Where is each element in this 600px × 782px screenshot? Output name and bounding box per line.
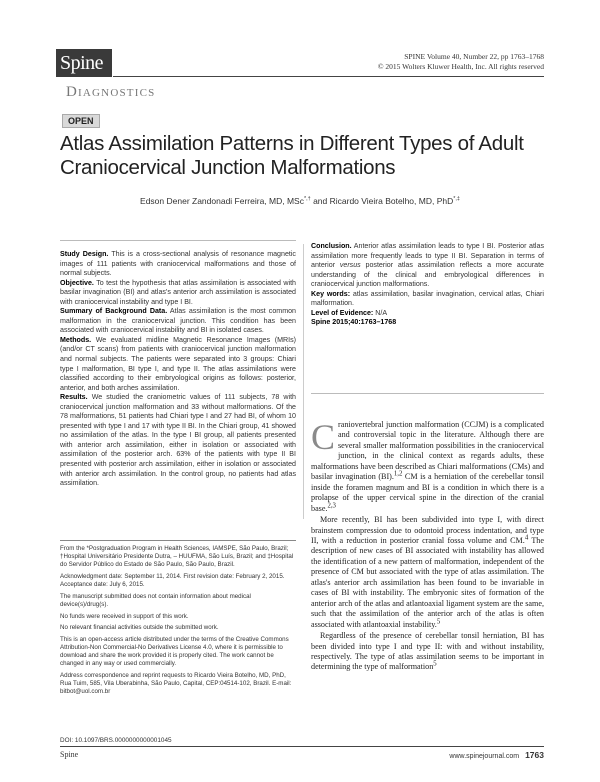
- journal-volume-line: SPINE Volume 40, Number 22, pp 1763–1768: [404, 52, 544, 61]
- footnote-financial: No relevant financial activities outside the submitted work.: [60, 624, 219, 632]
- abstract-summary: Summary of Background Data. Atlas assimilation is the most common malformation in the craniocervical junction. This condition has been associated with craniocervical instability and BI in isolated cases.: [60, 307, 296, 335]
- body-paragraph-2: More recently, BI has been subdivided into type I, with direct brainstem compression due to odontoid process indentation, and type II, with a reduction in posterior cranial fossa volume and CM.$^4$ The description of new cases of BI associated with instability has allowed the identification of a new pattern of malformation, independent of the presence of CM but associated with the type of atlas assimilation. The atlas's anterior arch assimilation has been found to be invariable in cases of BI with instability. The embryonic sites of formation of the anterior arch of the atlas and atlantoaxial ligament system are the same, such that the assimilation of the anterior arch of the atlas is often associated with atlantoaxial instability.$^5$: [311, 515, 544, 629]
- abstract-results: Results. We studied the craniometric values of 111 subjects, 78 with craniocervical junction malformation and 33 without malformations. Of the 78 malformations, 51 patients had Chiari type I and 27 had BI, of whom 10 presented with type I and 17 with type II BI. In the Chiari group, 41 showed no assimilation of the atlas. In the type I BI group, all patients presented with anterior arch assimilation, either in isolation or associated with assimilation of the posterior arch. 63% of the patients with type II BI presented with posterior arch assimilation, either in isolation or associated with anterior arch assimilation. In the control group, no patients had atlas assimilation.: [60, 393, 296, 488]
- author-1: Edson Dener Zandonadi Ferreira, MD, MSc: [140, 196, 304, 206]
- footer-rule: [60, 746, 544, 747]
- body-paragraph-3: Regardless of the presence of cerebellar tonsil herniation, BI has been divided into type I and type II: with and without instability, respectively. The type of atlas assimilation seems to be important in determining the type of malformation$^5$: [311, 631, 544, 672]
- section-label: Diagnostics: [66, 84, 156, 100]
- abstract-conclusion: Conclusion. Anterior atlas assimilation leads to type I BI. Posterior atlas assimilation more frequently leads to type II BI. Separation in terms of anterior versus posterior atlas assimilation reflects a more accurate understanding of the clinical and embryological differences in craniocervical junction malformations.: [311, 242, 544, 289]
- header-rule: [113, 76, 544, 77]
- footer-right: [449, 750, 544, 760]
- footnote-license: This is an open-access article distributed under the terms of the Creative Commons Attribution-Non Commercial-No Derivatives License 4.0, where it is permissible to download and share the work provided it is properly cited. The work cannot be changed in any way or used commercially.: [60, 635, 289, 668]
- footnotes: [60, 545, 296, 700]
- journal-logo: Spine: [56, 49, 112, 77]
- footer-journal: Spine: [60, 750, 79, 759]
- abstract-study-design: Study Design. This is a cross-sectional analysis of resonance magnetic images of 111 patients with craniocervical malformations and those of normal subjects.: [60, 250, 296, 278]
- copyright-line: © 2015 Wolters Kluwer Health, Inc. All rights reserved: [377, 62, 544, 71]
- drop-cap: C: [311, 417, 336, 457]
- footnote-affiliations: From the *Postgraduation Program in Health Sciences, IAMSPE, São Paulo, Brazil; †Hospital Universitário Presidente Dutra, – HUUFMA, São Luís, Brazil; and ‡Hospital do Servidor Público do Estado de São Paulo, São Paulo, Brazil.: [60, 545, 294, 569]
- author-2: Ricardo Vieira Botelho, MD, PhD: [329, 196, 454, 206]
- author-conjunction: and: [310, 196, 330, 206]
- abstract-top-rule: [60, 240, 296, 241]
- page-number: 1763: [525, 750, 544, 760]
- footnote-rule: [60, 540, 296, 541]
- article-body: [311, 417, 544, 673]
- author-line: [0, 196, 600, 206]
- footnote-address: Address correspondence and reprint requests to Ricardo Vieira Botelho, MD, PhD, Rua Tuim, 585, Vila Uberabinha, São Paulo, Capital, CEP:04514-102, Brazil. E-mail: bitbot@uol.com.br: [60, 671, 292, 696]
- author-1-affil: *,†: [303, 196, 311, 203]
- open-access-badge: OPEN: [62, 114, 100, 128]
- author-2-affil: *,‡: [453, 196, 460, 203]
- footnote-dates: Acknowledgment date: September 11, 2014. First revision date: February 2, 2015. Acceptance date: July 6, 2015.: [60, 573, 285, 589]
- journal-citation-header: [378, 52, 544, 72]
- abstract-objective: Objective. To test the hypothesis that atlas assimilation is associated with basilar invagination (BI) and atlas's anterior arch assimilation is associated with craniocervical instability and type I BI.: [60, 278, 296, 306]
- journal-website-link[interactable]: www.spinejournal.com: [449, 753, 520, 760]
- abstract-methods: Methods. We evaluated midline Magnetic Resonance Images (MRIs) (and/or CT scans) from patients with craniocervical junction malformation and normal subjects. The patients were separated into 3 groups: Chiari type I malformation, BI type I, and type II. The atlas assimilations were classified according to their embryological origins as follows: posterior, anterior, and both arches assimilation.: [60, 335, 296, 392]
- footnote-devices: The manuscript submitted does not contain information about medical device(s)/drug(s).: [60, 592, 251, 608]
- doi-line: DOI: 10.1097/BRS.0000000000001045: [60, 737, 172, 744]
- abstract-column-2: [311, 242, 544, 328]
- abstract-column-1: [60, 250, 296, 489]
- column-divider: [303, 244, 304, 519]
- article-title: Atlas Assimilation Patterns in Different Types of Adult Craniocervical Junction Malformations: [60, 132, 524, 179]
- abstract-keywords: Key words: atlas assimilation, basilar invagination, cervical atlas, Chiari malformation.: [311, 289, 544, 308]
- body-paragraph-1: Craniovertebral junction malformation (CCJM) is a complicated and controversial topic in the literature. Although there are several smaller malformation possibilities in the craniocervical junction, in the clinical context as regards adults, these malformations have been described as Chiari malformations (CMs) and basilar invagination (BI).$^{1,2}$ CM is a herniation of the cerebellar tonsil inside the foramen magnum and BI is a condition in which there is a prolapse of the upper cervical spine in the direction of the cranial base.$^{2,3}$: [311, 417, 544, 513]
- abstract-bottom-rule: [311, 393, 544, 394]
- abstract-evidence: Level of Evidence: N/A: [311, 308, 388, 317]
- abstract-citation: Spine 2015;40:1763–1768: [311, 318, 397, 327]
- footnote-funds: No funds were received in support of this work.: [60, 612, 189, 620]
